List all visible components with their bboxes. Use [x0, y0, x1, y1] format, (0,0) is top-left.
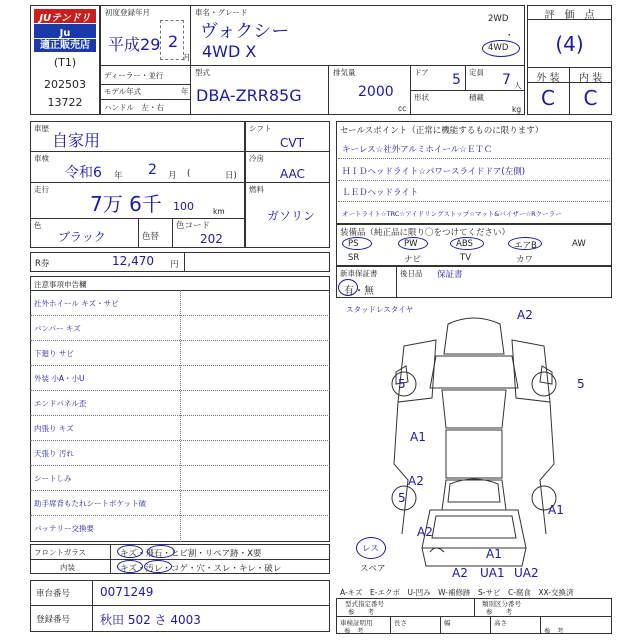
equip-abs-circle [450, 237, 484, 250]
equip-sr: SR [348, 253, 360, 263]
category-reference: 参 考 [486, 608, 512, 616]
warranty-has: 有 [344, 286, 354, 297]
date-code: 202503 [44, 78, 86, 91]
equip-pw: PW [404, 239, 418, 249]
mark-tire-rl: 5 [398, 491, 406, 505]
note-6: 内張り キズ [34, 424, 74, 433]
warranty-none: ・無 [354, 286, 374, 297]
equip-navi: ナビ [404, 255, 422, 265]
car-grade: 4WD X [202, 42, 257, 61]
exterior-label: 外 装 [536, 73, 560, 84]
recycle-value: 12,470 [112, 254, 154, 268]
capacity-unit: 人 [514, 81, 522, 90]
dealer-block [30, 5, 100, 115]
notes-label: 注意事項申告欄 [34, 280, 87, 289]
color-swap-label: 色替 [142, 232, 160, 242]
equip-abs: ABS [456, 239, 473, 249]
mark-a2-bl: A2 [452, 566, 468, 580]
load-label: 積載 [469, 93, 484, 102]
sales-point-1: キーレス☆社外アルミホイール☆ＥＴＣ [342, 145, 493, 155]
color-code: 202 [200, 232, 223, 246]
reg-cert-remarks: 参 考 [344, 627, 364, 635]
front-glass-label: フロントガラス [34, 548, 87, 557]
brand-sub-text: Ju [59, 28, 71, 39]
warranty-has-circle [338, 279, 358, 296]
equip-airbag: エアB [514, 241, 537, 251]
mark-tire-fl: 5 [398, 377, 406, 391]
width-label: 幅 [444, 619, 451, 627]
mark-a1-side: A1 [410, 430, 426, 444]
mark-a2-roof: A2 [517, 308, 533, 322]
mileage-sub: 100 [173, 200, 194, 213]
equip-pw-circle [398, 237, 428, 250]
class-label: 車歴 [34, 124, 49, 133]
color-label: 色 [34, 221, 42, 230]
shape-label: 形状 [414, 93, 429, 102]
log-value: 保証書 [437, 270, 463, 280]
inspection-month-unit: 月 [168, 171, 177, 181]
mark-ua1: UA1 [480, 566, 505, 580]
model-cert-reference: 参 考 [348, 608, 374, 616]
height-label: 高さ [494, 619, 507, 627]
reg-year: 29 [140, 35, 161, 54]
log-label: 後日品 [400, 269, 423, 278]
model-year-unit: 年 [181, 87, 189, 96]
handle-label: ハンドル 左・右 [104, 103, 164, 112]
brand-logo [34, 9, 96, 23]
note-4: 外装 小A・小U [34, 374, 85, 383]
sales-point-2: ＨＩＤヘッドライト☆パワースライドドア(左側) [342, 167, 526, 177]
reg-month: 2 [168, 32, 179, 51]
note-10: バッテリー交換要 [34, 524, 94, 533]
drive-2wd: 2WD [488, 14, 509, 24]
mileage-value: 7万 6千 [90, 192, 162, 216]
equip-airbag-circle [508, 237, 542, 250]
note-8: シートしみ [34, 474, 72, 483]
inspection-label: 車検 [34, 154, 49, 163]
chassis-label: 車台番号 [36, 589, 71, 599]
equipment-label: 装備品（純正品に限り〇をつけてください） [340, 228, 511, 238]
damage-legend: A-キズ E-エクボ U-凹み W-補修跡 S-サビ C-腐食 XX-交換済 [340, 588, 574, 597]
sales-point-3: ＬＥＤヘッドライト [342, 188, 419, 198]
sales-points-label: セールスポイント（正常に機能するものに限ります） [340, 126, 544, 136]
mileage-label: 走行 [34, 185, 49, 194]
capacity-label: 定員 [469, 68, 484, 77]
chassis-value: 0071249 [100, 585, 154, 599]
displacement-value: 2000 [358, 84, 394, 100]
inspection-month: 2 [148, 162, 157, 178]
note-7: 天張り 汚れ [34, 449, 74, 458]
equip-ps-circle [342, 237, 372, 250]
category-label: 類別区分番号 [482, 600, 521, 608]
serial-number: 13722 [47, 96, 83, 109]
class-value: 自家用 [52, 131, 101, 150]
door-label: ドア [414, 68, 429, 77]
glass-scratch-circle [117, 545, 143, 558]
name-grade-label: 車名・グレード [195, 8, 248, 17]
front-glass-value: キズ・飛石・ヒビ割・リペア跡・X要 [120, 549, 262, 559]
displacement-label: 排気量 [333, 68, 356, 77]
exterior-grade: C [541, 86, 555, 110]
length-label: 長さ [394, 619, 407, 627]
equip-leather: カワ [516, 255, 534, 265]
diagram-title: スタッドレスタイヤ [346, 305, 414, 314]
equip-ps: PS [348, 239, 359, 249]
shift-value: CVT [280, 136, 304, 150]
reg-cert-label: 車検証明用 [340, 619, 373, 627]
fuel-label: 燃料 [249, 185, 264, 194]
mileage-unit: km [213, 207, 225, 216]
inspection-era: 令和6 [65, 165, 102, 181]
inspection-paren: ( [187, 169, 191, 179]
model-label: 型式 [195, 68, 210, 77]
model-year-label: モデル年式 [104, 87, 142, 96]
ac-label: 冷房 [249, 154, 264, 163]
interior-label: 内 装 [578, 73, 603, 84]
recycle-box [30, 252, 330, 272]
shift-label: シフト [249, 124, 272, 133]
equipment-grid [336, 237, 612, 265]
drive-dot: ・ [505, 31, 514, 41]
note-5: エンドパネル歪 [34, 399, 87, 408]
interior-grade: C [583, 86, 598, 110]
note-3: 下廻り サビ [34, 349, 74, 358]
interior-cond-value: キズ・汚レ・コゲ・穴・スレ・キレ・破レ [120, 564, 282, 574]
doors-value: 5 [452, 72, 461, 88]
fuel-value: ガソリン [267, 209, 316, 223]
plate-value: 秋田 502 さ 4003 [100, 613, 201, 627]
ac-value: AAC [280, 167, 305, 181]
color-code-label: 色コード [176, 221, 211, 231]
displacement-unit: cc [398, 104, 407, 113]
rating-score: (4) [555, 32, 584, 56]
brand-text: JUテンドリ [39, 13, 91, 24]
equip-aw: AW [572, 239, 586, 249]
color-value: ブラック [58, 230, 106, 244]
first-reg-value [108, 32, 160, 55]
note-1: 社外ホイール キズ・サビ [34, 299, 119, 308]
model-cert-label: 型式指定番号 [345, 600, 384, 608]
drive-4wd: 4WD [488, 43, 509, 53]
mark-a2-side: A2 [408, 474, 424, 488]
plate-label: 登録番号 [36, 615, 71, 625]
dealer-import-label: ディーラー・並行 [104, 71, 164, 80]
spare-less: レス [362, 544, 379, 554]
interior-scratch-circle [117, 560, 143, 573]
car-name: ヴォクシー [200, 21, 290, 42]
inspection-year-unit: 年 [114, 171, 123, 181]
sales-point-4: オートライト☆TRC☆アイドリングストップ☆マット&バイザー☆Rクーラー [342, 210, 562, 218]
inspection-day-unit: 日) [225, 171, 237, 181]
store-label: 適正販売店 [34, 39, 96, 52]
reg-month-unit: 月 [183, 53, 191, 62]
note-2: バンパー キズ [34, 324, 81, 333]
interior-dirt-circle [144, 560, 172, 573]
note-9: 助手席背もたれシートポケット破 [34, 499, 147, 508]
brand-sub-logo [34, 24, 96, 38]
glass-chip-circle [147, 545, 175, 558]
recycle-label: R券 [35, 259, 50, 269]
capacity-value: 7 [502, 72, 511, 88]
reg-era: 平成 [108, 35, 141, 54]
load-unit: kg [512, 105, 522, 114]
mark-tire-fr: 5 [577, 377, 585, 391]
recycle-unit: 円 [170, 260, 179, 270]
model-code: DBA-ZRR85G [196, 86, 302, 105]
mark-a2-rear-left: A2 [417, 525, 433, 539]
mark-a1-rear-right: A1 [548, 503, 564, 517]
lot-code: (T1) [53, 56, 77, 69]
mark-ua2: UA2 [514, 566, 539, 580]
footer-remarks: 参 考 [544, 627, 564, 635]
spare-text: スペア [360, 564, 386, 574]
mark-a1-bumper: A1 [486, 547, 502, 561]
equip-tv: TV [460, 253, 472, 263]
first-reg-label: 初度登録年月 [105, 8, 150, 17]
warranty-label: 新車保証書 [340, 269, 378, 278]
interior-cond-label: 内装 [60, 563, 75, 572]
rating-label: 評 価 点 [544, 10, 595, 21]
